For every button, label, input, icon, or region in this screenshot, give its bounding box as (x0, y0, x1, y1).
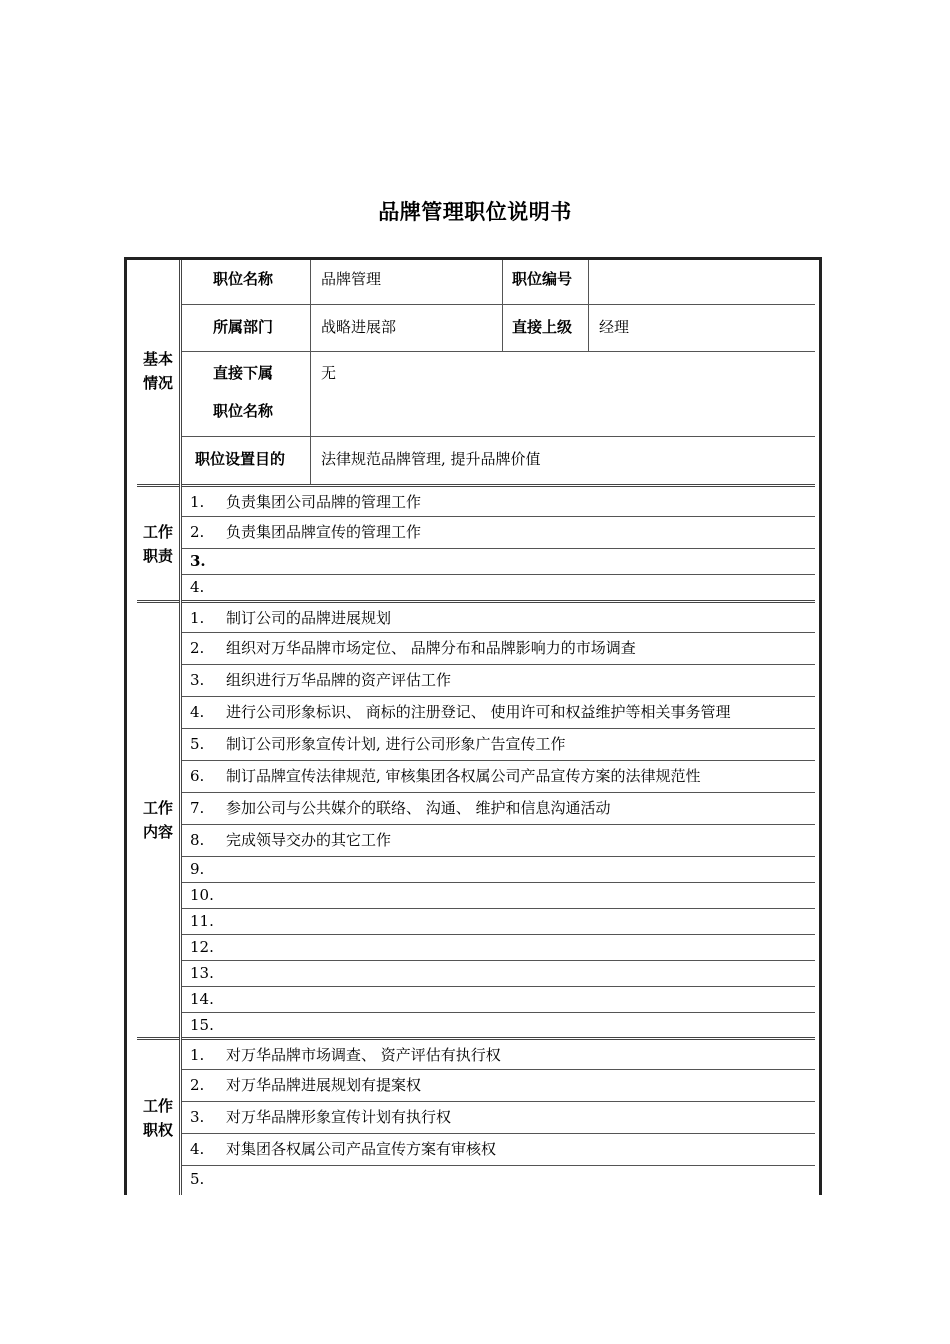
position-no-value-cell (588, 260, 815, 305)
list-item: 13. (182, 960, 815, 986)
list-item: 11. (182, 908, 815, 934)
section-label-authority: 工作 职权 (137, 1037, 179, 1195)
position-no-label: 职位编号 (512, 270, 573, 288)
position-name-value: 品牌管理 (321, 270, 382, 288)
list-item: 7. 参加公司与公共媒介的联络、 沟通、 维护和信息沟通活动 (182, 792, 815, 824)
section-duties (127, 484, 819, 600)
section-authority (127, 1037, 819, 1195)
list-item: 8. 完成领导交办的其它工作 (182, 824, 815, 856)
list-item: 2. 对万华品牌进展规划有提案权 (182, 1069, 815, 1101)
list-item: 3. 对万华品牌形象宣传计划有执行权 (182, 1101, 815, 1133)
list-item: 4. 对集团各权属公司产品宣传方案有审核权 (182, 1133, 815, 1165)
list-item: 9. (182, 856, 815, 882)
list-item: 2. 负责集团品牌宣传的管理工作 (182, 516, 815, 548)
document-title: 品牌管理职位说明书 (378, 200, 572, 224)
list-item: 5. (182, 1165, 815, 1195)
purpose-value: 法律规范品牌管理, 提升品牌价值 (321, 450, 541, 468)
list-item: 5. 制订公司形象宣传计划, 进行公司形象广告宣传工作 (182, 728, 815, 760)
superior-label: 直接上级 (512, 318, 573, 336)
subordinate-label-line2: 职位名称 (213, 402, 274, 420)
position-name-value-cell (310, 260, 502, 305)
list-item: 3. (182, 548, 815, 574)
section-basic-info (127, 260, 819, 484)
job-description-table (124, 257, 822, 1195)
department-value: 战略进展部 (321, 318, 397, 336)
department-value-cell (310, 305, 502, 352)
superior-label-cell (502, 305, 588, 352)
list-item: 1. 负责集团公司品牌的管理工作 (182, 484, 815, 516)
list-item: 14. (182, 986, 815, 1012)
department-label-cell (182, 305, 310, 352)
list-item: 4. (182, 574, 815, 600)
subordinate-value-cell (310, 352, 815, 437)
list-item: 6. 制订品牌宣传法律规范, 审核集团各权属公司产品宣传方案的法律规范性 (182, 760, 815, 792)
section-label-duties: 工作 职责 (137, 484, 179, 600)
basic-info-body (179, 260, 815, 484)
section-label-content: 工作 内容 (137, 600, 179, 1037)
superior-value-cell (588, 305, 815, 352)
purpose-label-cell (182, 437, 310, 484)
list-item: 4. 进行公司形象标识、 商标的注册登记、 使用许可和权益维护等相关事务管理 (182, 696, 815, 728)
subordinate-value: 无 (321, 364, 337, 382)
duties-list (179, 484, 815, 600)
section-label-basic: 基本 情况 (142, 349, 173, 392)
purpose-label: 职位设置目的 (195, 450, 286, 468)
list-item: 2. 组织对万华品牌市场定位、 品牌分布和品牌影响力的市场调查 (182, 632, 815, 664)
list-item: 10. (182, 882, 815, 908)
subordinate-label-line1: 直接下属 (213, 364, 274, 382)
superior-value: 经理 (599, 318, 630, 336)
authority-list (179, 1037, 815, 1195)
position-name-label: 职位名称 (213, 270, 274, 288)
list-item: 1. 制订公司的品牌进展规划 (182, 600, 815, 632)
section-work-content (127, 600, 819, 1037)
list-item: 1. 对万华品牌市场调查、 资产评估有执行权 (182, 1037, 815, 1069)
subordinate-label-cell (182, 352, 310, 437)
list-item: 15. (182, 1012, 815, 1037)
list-item: 3. 组织进行万华品牌的资产评估工作 (182, 664, 815, 696)
position-name-label-cell (182, 260, 310, 305)
content-list (179, 600, 815, 1037)
list-item: 12. (182, 934, 815, 960)
purpose-value-cell (310, 437, 815, 484)
department-label: 所属部门 (213, 318, 274, 336)
position-no-label-cell (502, 260, 588, 305)
